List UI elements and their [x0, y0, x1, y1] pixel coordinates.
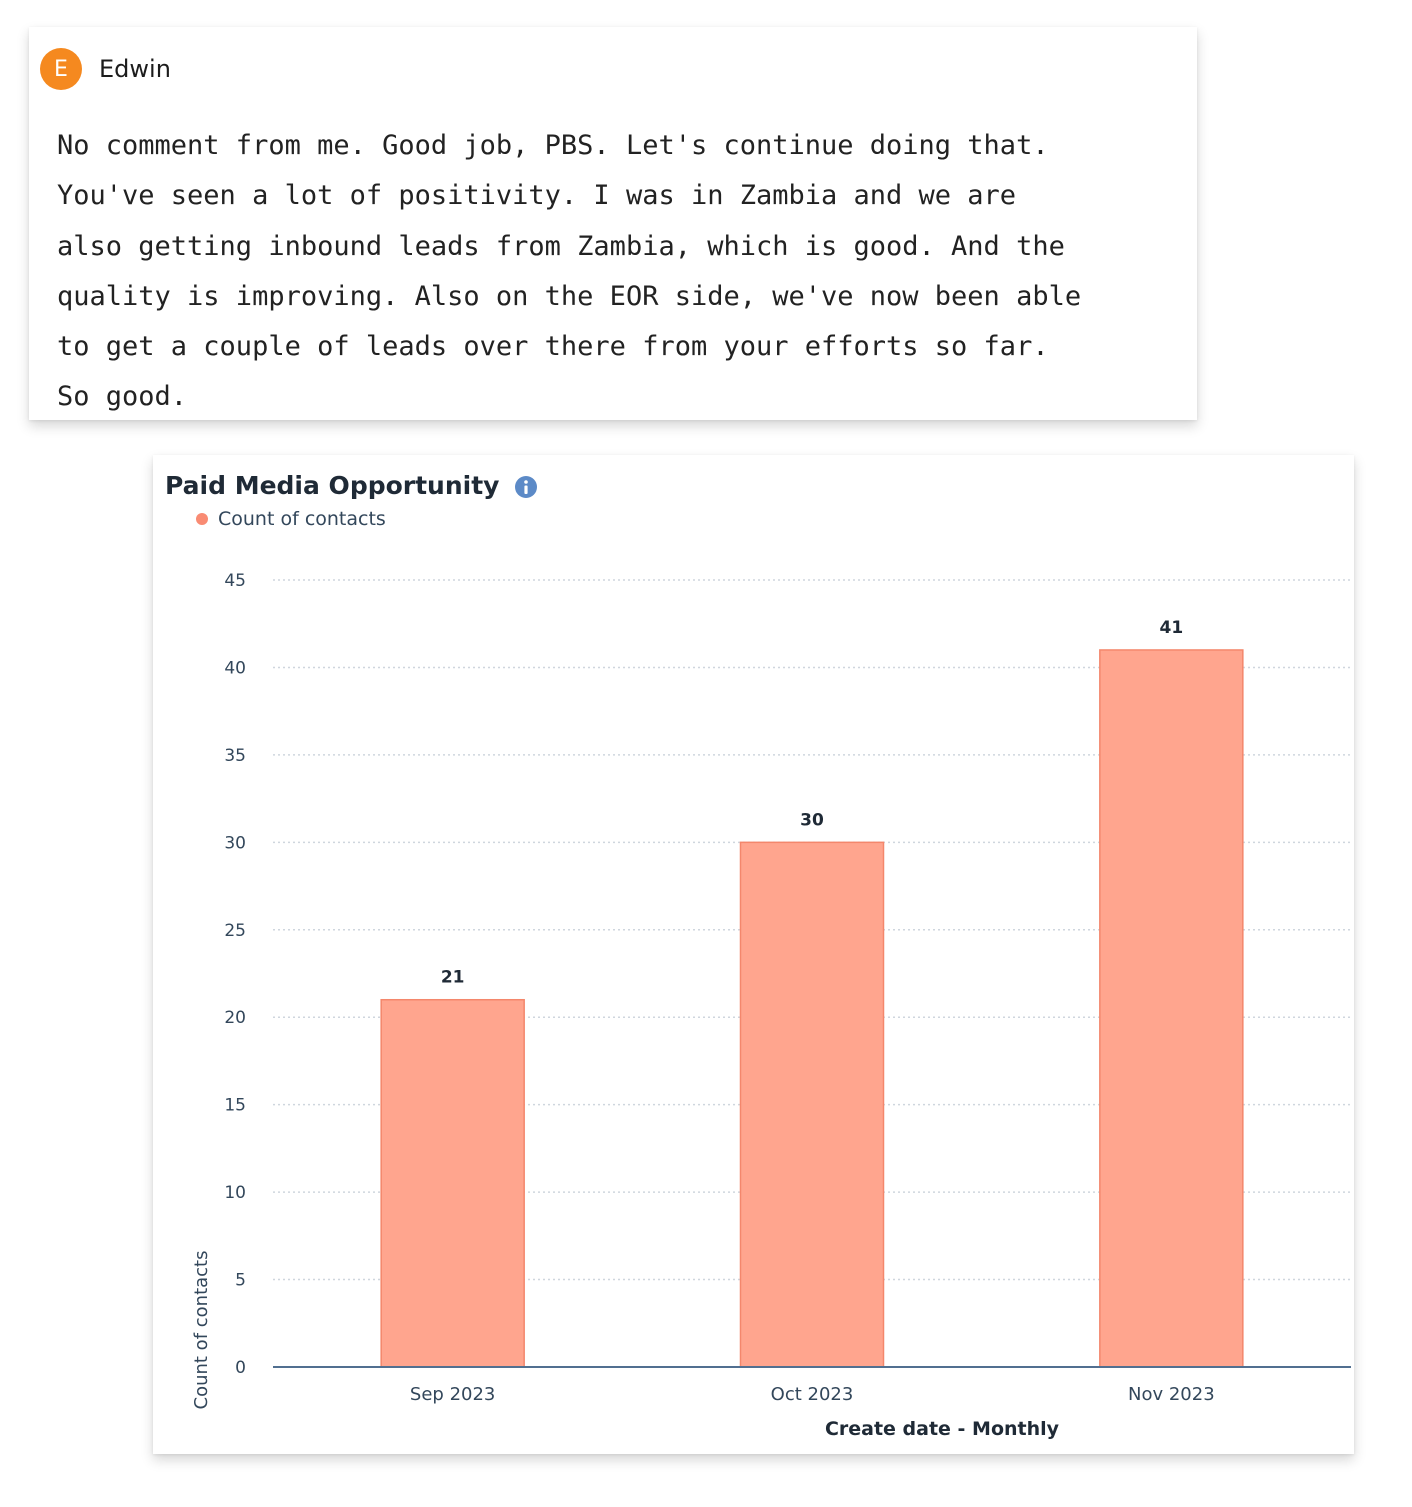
y-tick-label: 40 — [224, 658, 246, 679]
y-tick-label: 30 — [224, 833, 246, 854]
bar-chart — [153, 455, 1354, 1454]
y-tick-label: 20 — [224, 1008, 246, 1029]
avatar: E — [40, 48, 82, 90]
legend-swatch — [196, 513, 208, 525]
comment-body: No comment from me. Good job, PBS. Let's continue doing that. You've seen a lot of positivity. I was in Zambia and we are also getting inbound leads from Zambia, which is good. And the quality is improving. Also on the EOR side, we've now been able to get a couple of leads over there from your efforts so far. So good. — [57, 130, 1082, 413]
x-tick-label: Nov 2023 — [1127, 1384, 1215, 1405]
x-tick-label: Oct 2023 — [770, 1384, 854, 1405]
y-tick-label: 5 — [235, 1270, 246, 1291]
bar-sep-2023[interactable] — [381, 1000, 524, 1367]
data-label: 30 — [800, 810, 824, 831]
x-axis-title: Create date - Monthly — [824, 1418, 1060, 1440]
y-tick-label: 10 — [224, 1183, 246, 1204]
data-label: 21 — [440, 967, 465, 988]
y-tick-label: 45 — [224, 571, 246, 591]
data-label: 41 — [1159, 617, 1184, 638]
bar-oct-2023[interactable] — [741, 842, 884, 1367]
info-icon[interactable] — [515, 476, 537, 498]
chart-title: Paid Media Opportunity — [165, 471, 500, 500]
author-name: Edwin — [99, 55, 171, 83]
bar-nov-2023[interactable] — [1100, 650, 1243, 1367]
y-axis-title: Count of contacts — [191, 1250, 212, 1410]
y-tick-label: 35 — [224, 745, 246, 766]
x-tick-label: Sep 2023 — [409, 1384, 496, 1405]
y-tick-label: 15 — [224, 1095, 246, 1116]
y-tick-label: 0 — [235, 1358, 246, 1378]
comment-card — [29, 27, 1197, 420]
y-tick-label: 25 — [224, 920, 246, 941]
legend-label: Count of contacts — [218, 508, 386, 530]
comment-header — [40, 48, 171, 90]
chart-card — [153, 455, 1354, 1454]
